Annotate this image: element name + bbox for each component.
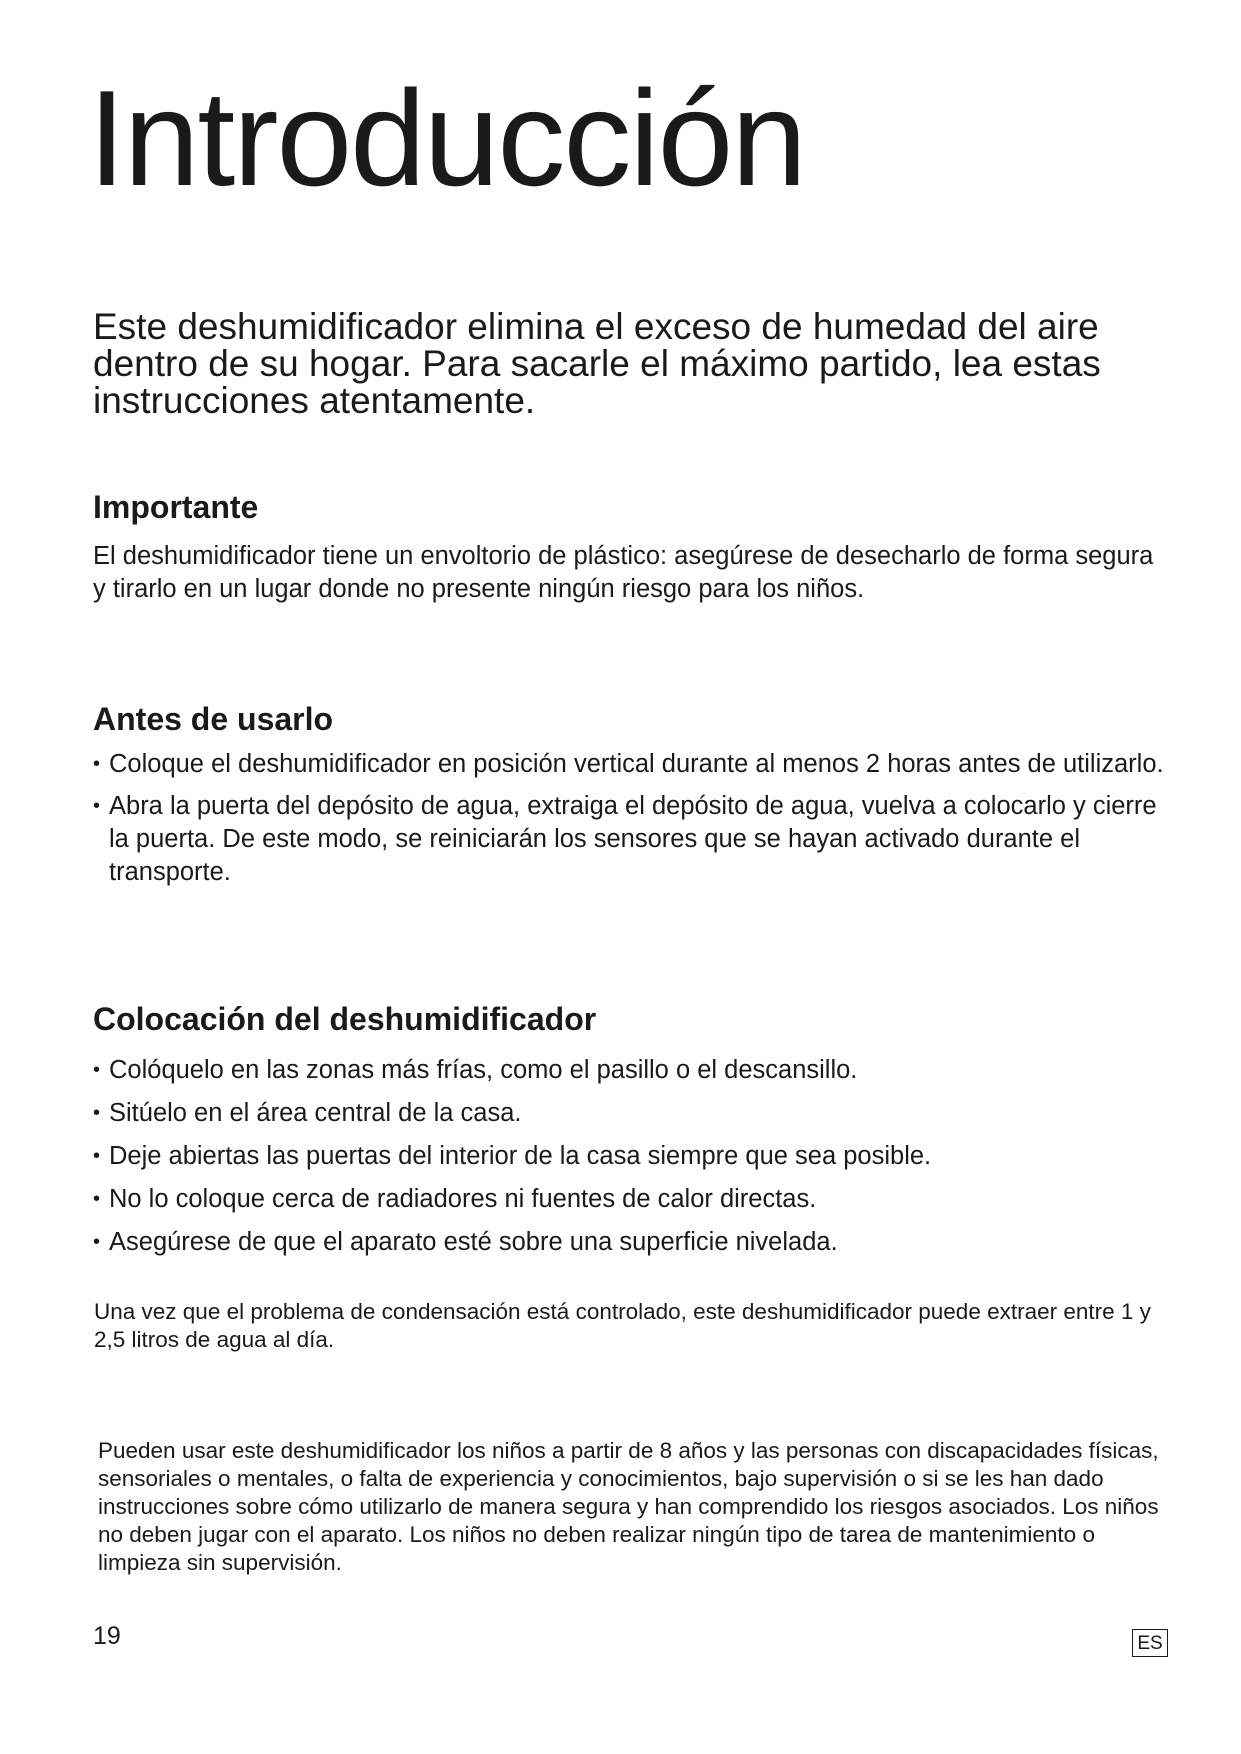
language-badge: ES [1132, 1629, 1168, 1657]
condensacion-note: Una vez que el problema de condensación está controlado, este deshumidificador puede extraer entre 1 y 2,5 litros de agua al día. [94, 1299, 1151, 1352]
antes-list [93, 748, 1173, 898]
heading-importante: Importante [93, 489, 259, 525]
list-item: • Sitúelo en el área central de la casa. [93, 1097, 1173, 1130]
list-item: • Coloque el deshumidificador en posición vertical durante al menos 2 horas antes de utilizarlo. [93, 748, 1173, 781]
list-item: • No lo coloque cerca de radiadores ni fuentes de calor directas. [93, 1183, 1173, 1216]
ninos-note: Pueden usar este deshumidificador los niños a partir de 8 años y las personas con discapacidades físicas, sensoriales o mentales, o falta de experiencia y conocimientos, bajo supervisión o si se les han dado instrucciones sobre cómo utilizarlo de manera segura y han comprendido los riesgos asociados. Los niños no deben jugar con el aparato. Los niños no deben realizar ningún tipo de tarea de mantenimiento o limpieza sin supervisión. [98, 1438, 1159, 1575]
page-number: 19 [93, 1622, 121, 1650]
list-item: • Abra la puerta del depósito de agua, extraiga el depósito de agua, vuelva a colocarlo y cierre la puerta. De este modo, se reiniciarán los sensores que se hayan activado durante el transporte. [93, 790, 1173, 889]
list-item: • Colóquelo en las zonas más frías, como el pasillo o el descansillo. [93, 1054, 1173, 1087]
importante-text: El deshumidificador tiene un envoltorio de plástico: asegúrese de desecharlo de forma segura y tirarlo en un lugar donde no presente ningún riesgo para los niños. [93, 542, 1154, 603]
heading-colocacion: Colocación del deshumidificador [93, 1001, 597, 1037]
page-title: Introducción [88, 62, 805, 214]
heading-antes-de-usarlo: Antes de usarlo [93, 701, 334, 737]
list-item: • Deje abiertas las puertas del interior de la casa siempre que sea posible. [93, 1140, 1173, 1173]
list-item: • Asegúrese de que el aparato esté sobre una superficie nivelada. [93, 1226, 1173, 1259]
intro-paragraph: Este deshumidificador elimina el exceso de humedad del aire dentro de su hogar. Para sacarle el máximo partido, lea estas instrucciones atentamente. [93, 306, 1101, 421]
colocacion-list [93, 1054, 1173, 1269]
